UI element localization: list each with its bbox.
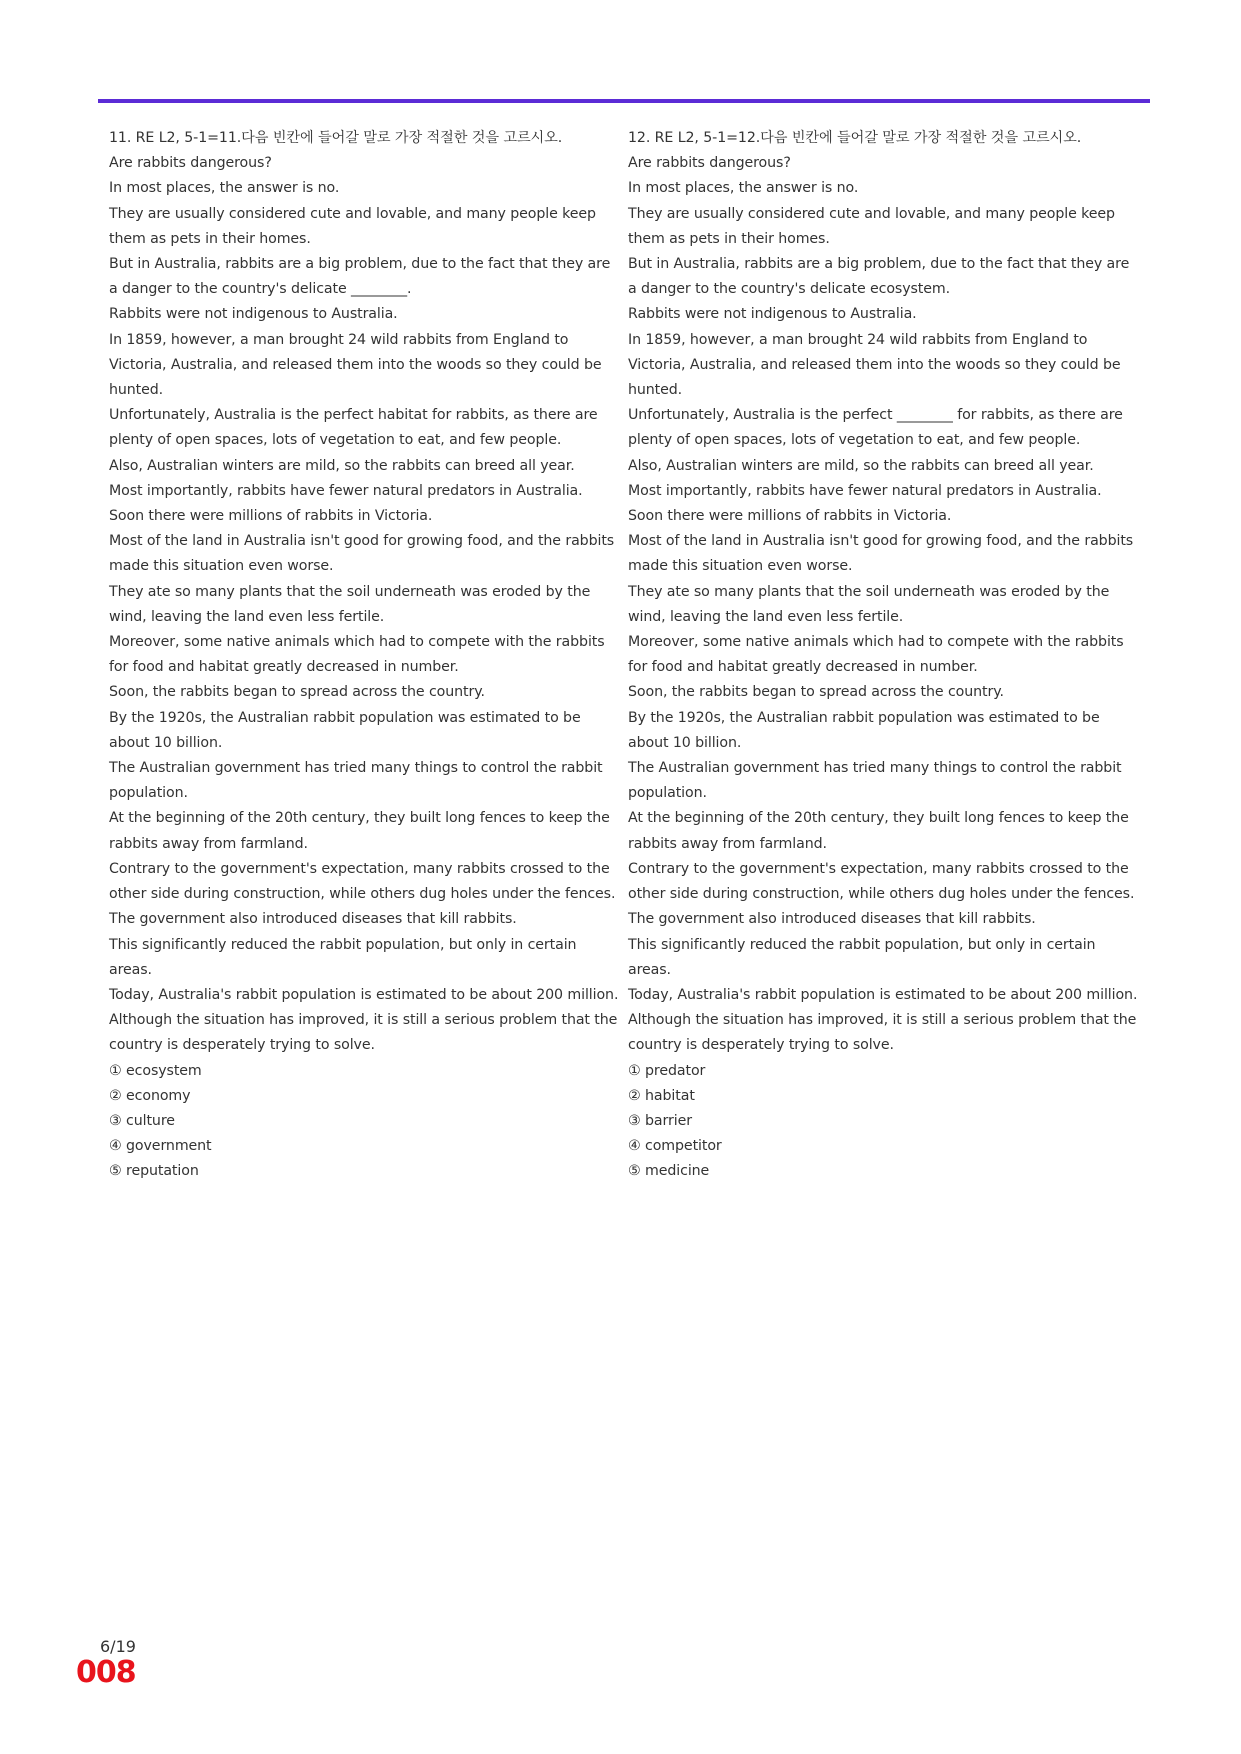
- passage-sentence: Although the situation has improved, it is still a serious problem that the country is desperately trying to solve.: [628, 1012, 1137, 1054]
- answer-option[interactable]: ② habitat: [628, 1087, 695, 1104]
- passage-text: [109, 151, 621, 1058]
- answer-option[interactable]: ② economy: [109, 1087, 191, 1104]
- passage-sentence: Today, Australia's rabbit population is estimated to be about 200 million.: [109, 986, 619, 1003]
- question-12: [628, 126, 1140, 1185]
- passage-sentence: By the 1920s, the Australian rabbit population was estimated to be about 10 billion.: [628, 709, 1100, 751]
- question-header: 11. RE L2, 5-1=11.다음 빈칸에 들어갈 말로 가장 적절한 것을 고르시오.: [109, 130, 563, 146]
- passage-sentence: Most of the land in Australia isn't good for growing food, and the rabbits made this situation even worse.: [628, 533, 1134, 575]
- passage-sentence: Most importantly, rabbits have fewer natural predators in Australia.: [628, 482, 1102, 499]
- passage-sentence: Rabbits were not indigenous to Australia.: [109, 306, 398, 323]
- passage-sentence: In most places, the answer is no.: [109, 180, 340, 197]
- passage-sentence: They ate so many plants that the soil underneath was eroded by the wind, leaving the land even less fertile.: [628, 583, 1110, 625]
- passage-sentence: At the beginning of the 20th century, they built long fences to keep the rabbits away from farmland.: [628, 810, 1129, 852]
- answer-option[interactable]: ④ government: [109, 1138, 212, 1155]
- passage-sentence: This significantly reduced the rabbit population, but only in certain areas.: [109, 936, 577, 978]
- passage-sentence: Also, Australian winters are mild, so the rabbits can breed all year.: [628, 457, 1094, 474]
- passage-sentence: Most of the land in Australia isn't good for growing food, and the rabbits made this situation even worse.: [109, 533, 615, 575]
- passage-sentence: The government also introduced diseases that kill rabbits.: [109, 911, 517, 928]
- header-divider: [98, 99, 1150, 103]
- passage-sentence: But in Australia, rabbits are a big problem, due to the fact that they are a danger to the country's delicate ecosystem.: [628, 256, 1130, 298]
- passage-sentence: Are rabbits dangerous?: [109, 155, 272, 172]
- passage-sentence: Soon there were millions of rabbits in Victoria.: [628, 508, 952, 525]
- passage-sentence: Rabbits were not indigenous to Australia.: [628, 306, 917, 323]
- passage-sentence: Unfortunately, Australia is the perfect habitat for rabbits, as there are plenty of open spaces, lots of vegetation to eat, and few people.: [109, 407, 598, 449]
- passage-sentence: The government also introduced diseases that kill rabbits.: [628, 911, 1036, 928]
- answer-option[interactable]: ① ecosystem: [109, 1062, 202, 1079]
- passage-sentence: In 1859, however, a man brought 24 wild rabbits from England to Victoria, Australia, and released them into the woods so they could be hunted.: [109, 331, 602, 399]
- page-number: 6/19: [100, 1637, 136, 1656]
- answer-options: [628, 1059, 1140, 1185]
- page-code: 008: [76, 1655, 136, 1690]
- answer-option[interactable]: ④ competitor: [628, 1138, 722, 1155]
- passage-sentence: In 1859, however, a man brought 24 wild rabbits from England to Victoria, Australia, and released them into the woods so they could be hunted.: [628, 331, 1121, 399]
- passage-sentence: Contrary to the government's expectation, many rabbits crossed to the other side during construction, while others dug holes under the fences.: [109, 860, 616, 903]
- passage-sentence: Are rabbits dangerous?: [628, 155, 791, 172]
- passage-sentence: Unfortunately, Australia is the perfect ________ for rabbits, as there are plenty of open spaces, lots of vegetation to eat, and few people.: [628, 407, 1123, 449]
- passage-sentence: Moreover, some native animals which had to compete with the rabbits for food and habitat greatly decreased in number.: [109, 634, 605, 676]
- question-header: 12. RE L2, 5-1=12.다음 빈칸에 들어갈 말로 가장 적절한 것을 고르시오.: [628, 130, 1082, 146]
- answer-options: [109, 1059, 621, 1185]
- passage-sentence: Moreover, some native animals which had to compete with the rabbits for food and habitat greatly decreased in number.: [628, 634, 1124, 676]
- question-11: [109, 126, 621, 1185]
- passage-sentence: Soon there were millions of rabbits in Victoria.: [109, 508, 433, 525]
- passage-sentence: Although the situation has improved, it is still a serious problem that the country is desperately trying to solve.: [109, 1012, 618, 1054]
- passage-sentence: But in Australia, rabbits are a big problem, due to the fact that they are a danger to the country's delicate ________.: [109, 256, 611, 298]
- passage-sentence: They are usually considered cute and lovable, and many people keep them as pets in their homes.: [109, 205, 596, 247]
- passage-sentence: Soon, the rabbits began to spread across the country.: [628, 684, 1004, 701]
- passage-sentence: Most importantly, rabbits have fewer natural predators in Australia.: [109, 482, 583, 499]
- passage-sentence: They ate so many plants that the soil underneath was eroded by the wind, leaving the land even less fertile.: [109, 583, 591, 625]
- passage-sentence: At the beginning of the 20th century, they built long fences to keep the rabbits away from farmland.: [109, 810, 610, 852]
- passage-sentence: The Australian government has tried many things to control the rabbit population.: [109, 760, 603, 802]
- answer-option[interactable]: ⑤ medicine: [628, 1163, 710, 1180]
- passage-sentence: By the 1920s, the Australian rabbit population was estimated to be about 10 billion.: [109, 709, 581, 751]
- answer-option[interactable]: ③ culture: [109, 1112, 175, 1129]
- answer-option[interactable]: ⑤ reputation: [109, 1163, 199, 1180]
- answer-option[interactable]: ③ barrier: [628, 1112, 692, 1129]
- passage-sentence: This significantly reduced the rabbit population, but only in certain areas.: [628, 936, 1096, 978]
- passage-sentence: The Australian government has tried many things to control the rabbit population.: [628, 760, 1122, 802]
- passage-sentence: In most places, the answer is no.: [628, 180, 859, 197]
- answer-option[interactable]: ① predator: [628, 1062, 706, 1079]
- passage-text: [628, 151, 1140, 1058]
- passage-sentence: Contrary to the government's expectation, many rabbits crossed to the other side during construction, while others dug holes under the fences.: [628, 860, 1135, 903]
- passage-sentence: Soon, the rabbits began to spread across the country.: [109, 684, 485, 701]
- passage-sentence: Today, Australia's rabbit population is estimated to be about 200 million.: [628, 986, 1138, 1003]
- passage-sentence: Also, Australian winters are mild, so the rabbits can breed all year.: [109, 457, 575, 474]
- passage-sentence: They are usually considered cute and lovable, and many people keep them as pets in their homes.: [628, 205, 1115, 247]
